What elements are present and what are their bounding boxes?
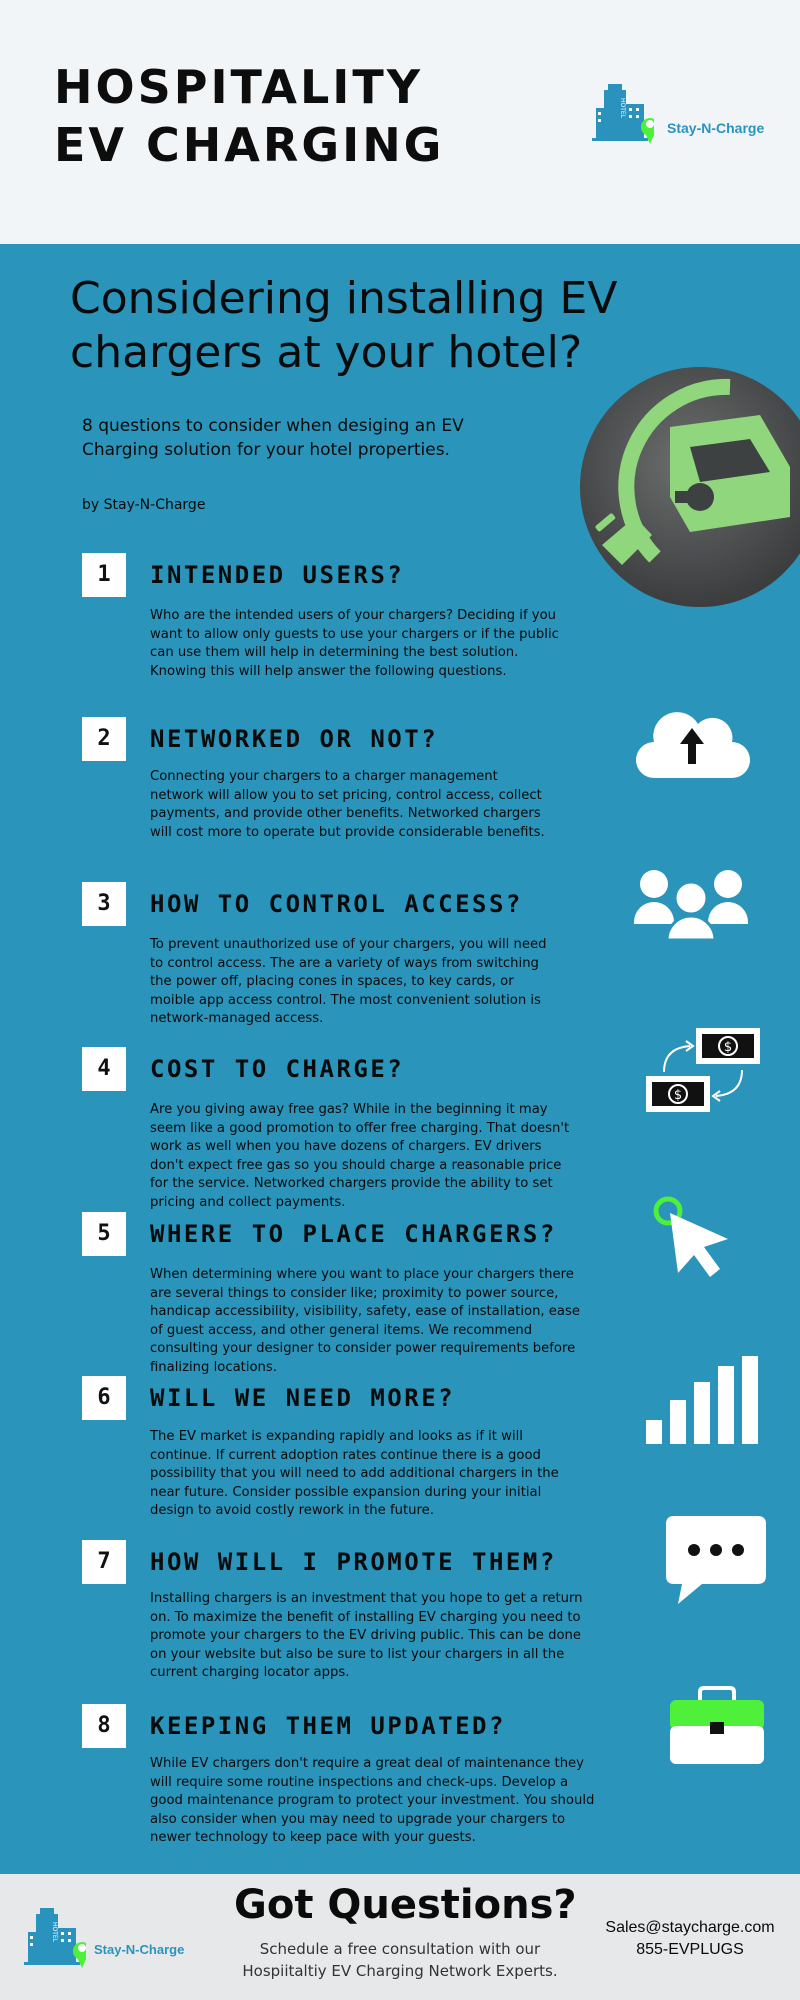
- question-1-line: Knowing this will help answer the following questions.: [150, 663, 507, 679]
- question-6-line: possibility that you will need to add additional chargers in the: [150, 1466, 559, 1481]
- question-4-line: for the service. Networked chargers provide the ability to set: [150, 1176, 553, 1191]
- question-4-title: COST TO CHARGE?: [150, 1055, 405, 1083]
- cloud-upload-icon: [632, 702, 752, 782]
- headline: [70, 272, 617, 380]
- contact-phone[interactable]: 855-EVPLUGS: [636, 1941, 744, 1958]
- question-6-line: design to avoid costly rework in the future.: [150, 1503, 434, 1518]
- footer-logo-building-text: HOTEL: [51, 1921, 58, 1943]
- question-7-line: current charging locator apps.: [150, 1665, 350, 1680]
- page-title-line-1: HOSPITALITY: [54, 60, 424, 114]
- question-1-body: [150, 607, 590, 681]
- footer-subtitle-line-1: Schedule a free consultation with our: [259, 1940, 541, 1958]
- cursor-click-icon: [648, 1195, 734, 1281]
- chat-bubble-icon: [664, 1514, 768, 1606]
- question-7-line: on. To maximize the benefit of installing EV charging you need to: [150, 1609, 581, 1625]
- question-7-body: [150, 1590, 590, 1683]
- question-6-body: [150, 1428, 590, 1521]
- question-1-line: Who are the intended users of your chargers? Deciding if you: [150, 608, 557, 623]
- footer-logo-text: Stay-N-Charge: [94, 1942, 185, 1957]
- question-3-line: network-managed access.: [150, 1011, 324, 1026]
- question-3-body: [150, 936, 590, 1029]
- footer-subtitle-line-2: Hospiitaltiy EV Charging Network Experts.: [242, 1962, 558, 1980]
- question-2-line: network will allow you to set pricing, control access, collect: [150, 787, 542, 803]
- byline: by Stay-N-Charge: [82, 497, 206, 513]
- question-2-line: Connecting your chargers to a charger management: [150, 769, 498, 784]
- question-8-title: KEEPING THEM UPDATED?: [150, 1712, 506, 1740]
- question-8-number: 8: [82, 1704, 126, 1748]
- question-3-line: the power off, placing cones in spaces, to key cards, or: [150, 974, 514, 989]
- question-5-line: of guest access, and other general items. We recommend: [150, 1322, 533, 1338]
- svg-text:$: $: [723, 1040, 733, 1055]
- question-7-number: 7: [82, 1540, 126, 1584]
- svg-text:$: $: [673, 1088, 683, 1103]
- question-5-line: When determining where you want to place your chargers there: [150, 1267, 574, 1282]
- users-group-icon: [632, 866, 750, 942]
- question-4-line: pricing and collect payments.: [150, 1194, 346, 1210]
- page-title: [54, 58, 444, 174]
- logo-building-text: HOTEL: [619, 97, 626, 119]
- question-2-body: [150, 768, 590, 842]
- question-5-line: consulting your designer to consider power requirements before: [150, 1341, 576, 1356]
- hotel-logo-icon: [590, 78, 654, 158]
- question-2-line: payments, and provide other benefits. Networked chargers: [150, 806, 541, 821]
- question-3-line: to control access. The are a variety of ways from switching: [150, 955, 539, 971]
- question-7-line: promote your chargers to the EV driving public. This can be done: [150, 1628, 581, 1643]
- question-6-title: WILL WE NEED MORE?: [150, 1384, 456, 1412]
- question-4-number: 4: [82, 1047, 126, 1091]
- question-8-line: newer technology to keep pace with your guests.: [150, 1830, 476, 1845]
- question-5-number: 5: [82, 1212, 126, 1256]
- question-5-line: finalizing locations.: [150, 1359, 277, 1375]
- signal-bars-icon: [644, 1354, 760, 1446]
- question-5-body: [150, 1266, 590, 1377]
- question-7-title: HOW WILL I PROMOTE THEM?: [150, 1548, 557, 1576]
- headline-line-1: Considering installing EV: [70, 273, 618, 324]
- footer-title: Got Questions?: [234, 1882, 577, 1928]
- question-2-number: 2: [82, 717, 126, 761]
- question-7-line: on your website but also be sure to list your chargers in all the: [150, 1646, 565, 1662]
- money-exchange-icon: [642, 1026, 762, 1116]
- question-2-line: will cost more to operate but provide considerable benefits.: [150, 824, 545, 840]
- question-3-line: moible app access control. The most convenient solution is: [150, 992, 541, 1008]
- question-4-line: work as well when you have dozens of chargers. EV drivers: [150, 1139, 542, 1154]
- question-4-line: seem like a good promotion to offer free charging. That doesn't: [150, 1120, 570, 1136]
- question-8-body: [150, 1755, 595, 1848]
- question-1-title: INTENDED USERS?: [150, 561, 405, 589]
- question-6-line: near future. Consider possible expansion during your initial: [150, 1484, 542, 1500]
- contact-email[interactable]: Sales@staycharge.com: [605, 1919, 775, 1936]
- question-5-line: handicap accessibility, visibility, safety, ease of installation, ease: [150, 1304, 580, 1319]
- question-1-line: can use them will help in determining the best solution.: [150, 645, 519, 660]
- question-1-number: 1: [82, 553, 126, 597]
- question-5-line: are several things to consider like; proximity to power source,: [150, 1285, 559, 1301]
- question-4-body: [150, 1101, 590, 1212]
- page-title-line-2: EV CHARGING: [54, 118, 445, 172]
- question-8-line: also consider when you may need to upgrade your chargers to: [150, 1811, 566, 1827]
- header-logo-text: Stay-N-Charge: [667, 120, 765, 136]
- question-7-line: Installing chargers is an investment that you hope to get a return: [150, 1591, 583, 1606]
- question-3-line: To prevent unauthorized use of your chargers, you will need: [150, 937, 547, 952]
- question-5-title: WHERE TO PLACE CHARGERS?: [150, 1220, 557, 1248]
- intro-subtitle-line-1: 8 questions to consider when desiging an EV: [82, 416, 464, 436]
- question-8-line: will require some routine inspections and check-ups. Develop a: [150, 1774, 569, 1790]
- question-3-number: 3: [82, 882, 126, 926]
- question-3-title: HOW TO CONTROL ACCESS?: [150, 890, 523, 918]
- toolbox-icon: [668, 1686, 766, 1766]
- question-8-line: While EV chargers don't require a great deal of maintenance they: [150, 1756, 584, 1771]
- question-6-line: continue. If current adoption rates continue there is a good: [150, 1447, 541, 1463]
- intro-subtitle-line-2: Charging solution for your hotel properties.: [82, 440, 450, 460]
- question-6-line: The EV market is expanding rapidly and looks as if it will: [150, 1429, 523, 1444]
- question-8-line: good maintenance program to protect your investment. You should: [150, 1793, 595, 1808]
- question-1-line: want to allow only guests to use your chargers or if the public: [150, 626, 559, 642]
- hotel-logo-icon: [22, 1902, 86, 1982]
- intro-subtitle: [82, 414, 464, 462]
- question-6-number: 6: [82, 1376, 126, 1420]
- question-2-title: NETWORKED OR NOT?: [150, 725, 439, 753]
- headline-line-2: chargers at your hotel?: [70, 327, 583, 378]
- contact-info: [590, 1917, 790, 1961]
- footer-subtitle: [240, 1938, 560, 1982]
- question-4-line: don't expect free gas so you should charge a reasonable price: [150, 1157, 562, 1173]
- question-4-line: Are you giving away free gas? While in the beginning it may: [150, 1102, 548, 1117]
